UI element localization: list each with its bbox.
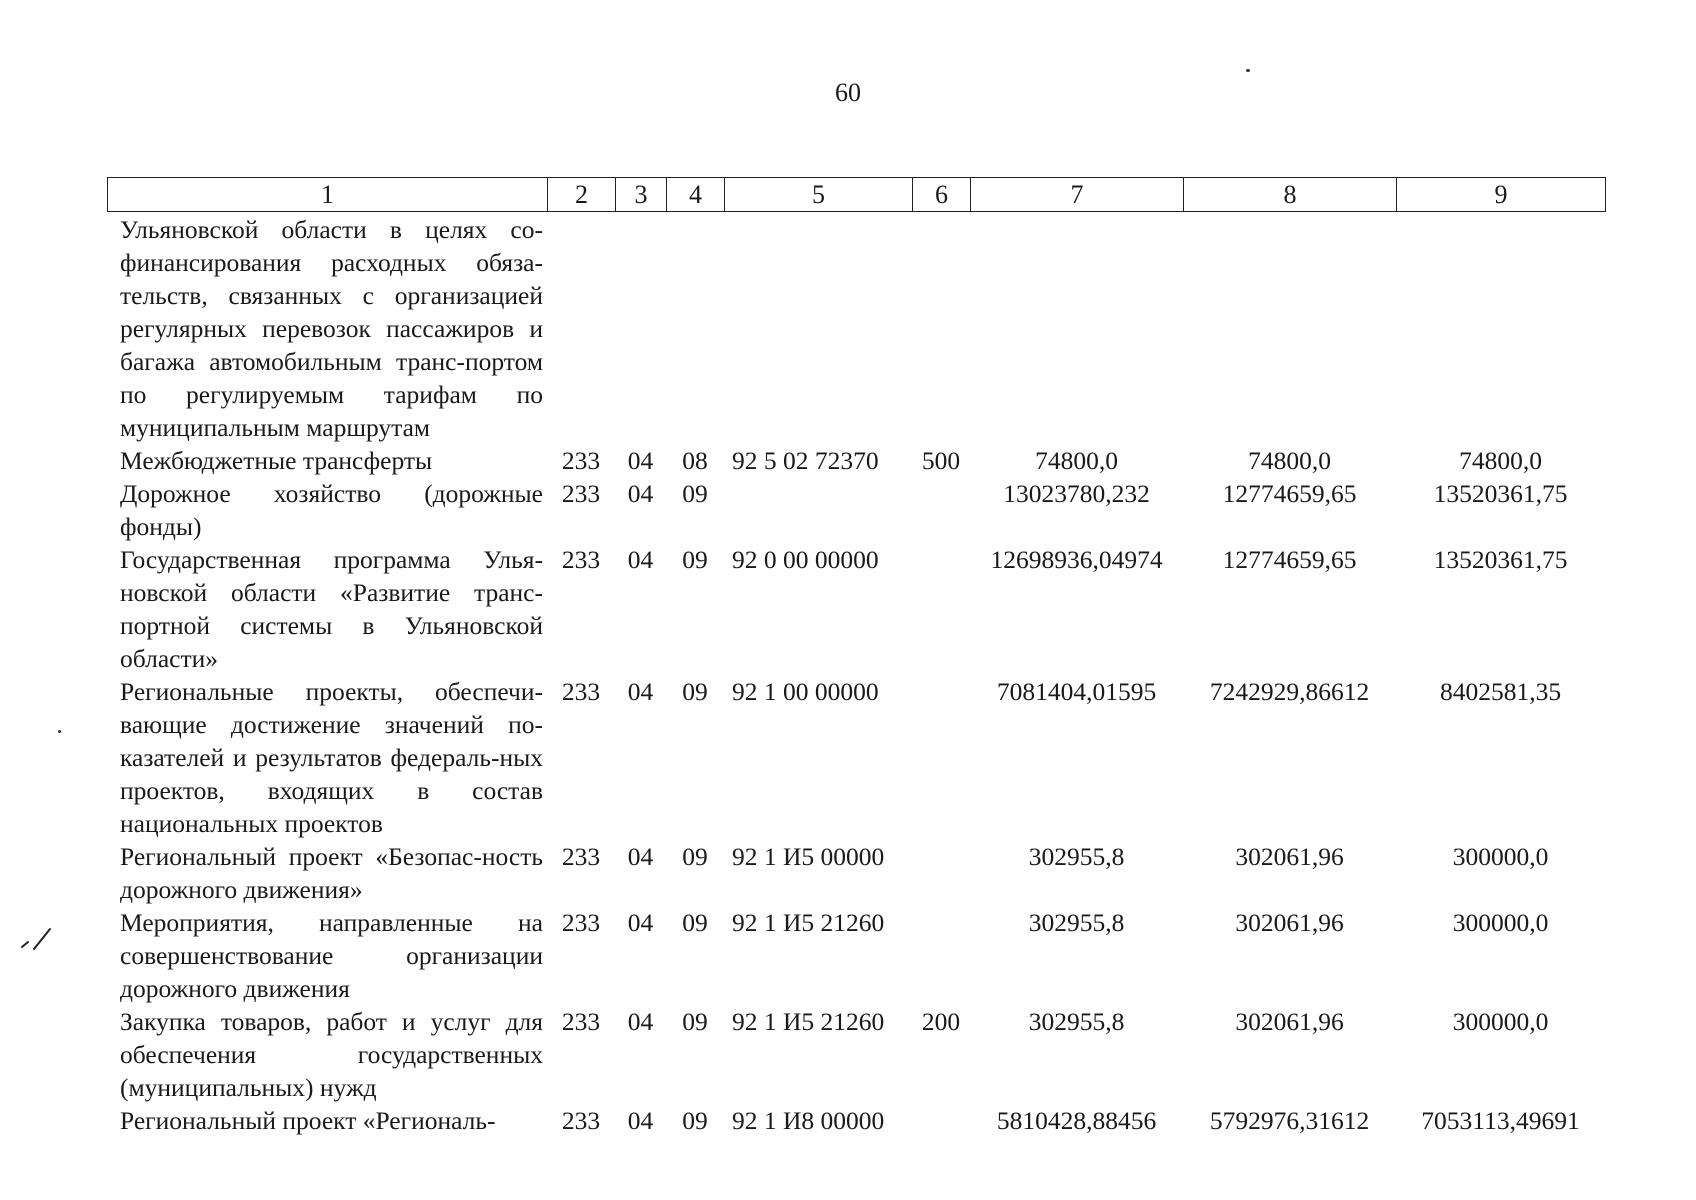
cell-col-8: [1183, 213, 1396, 444]
cell-col-6: 200: [921, 1007, 961, 1036]
cell-col-7: 13023780,232: [1003, 479, 1150, 508]
cell-col-7: 7081404,01595: [996, 677, 1157, 706]
cell-col-2: 233: [561, 842, 601, 871]
cell-col-5: [724, 477, 912, 543]
row-name: Региональные проекты, обеспечи-вающие достижение значений по-казателей и результатов федераль-ных проектов, входящих в состав национальных проектов: [120, 677, 543, 838]
cell-col-3: 04: [627, 446, 654, 475]
cell-col-9: 13520361,75: [1433, 545, 1568, 574]
column-number-header: [107, 177, 1606, 212]
cell-col-7: 302955,8: [1028, 842, 1125, 871]
cell-col-3: 04: [627, 677, 654, 706]
cell-col-5: 92 0 00 00000: [732, 545, 879, 574]
cell-col-8: 74800,0: [1248, 446, 1331, 475]
cell-col-5: 92 1 00 00000: [732, 677, 879, 706]
cell-col-3: 04: [627, 1106, 654, 1135]
cell-col-9: 74800,0: [1459, 446, 1542, 475]
cell-col-8: 12774659,65: [1222, 479, 1357, 508]
cell-col-5: 92 1 И8 00000: [732, 1106, 885, 1135]
cell-col-6: [912, 906, 970, 1005]
cell-col-6: 500: [921, 446, 961, 475]
cell-col-8: 5792976,31612: [1209, 1106, 1370, 1135]
cell-col-5: 92 1 И5 21260: [732, 1007, 885, 1036]
cell-col-9: 7053113,49691: [1421, 1106, 1580, 1135]
cell-col-4: 09: [682, 1106, 708, 1135]
row-name: Мероприятия, направленные на совершенствование организации дорожного движения: [120, 908, 543, 1003]
cell-col-5: 92 5 02 72370: [732, 446, 879, 475]
cell-col-3: 04: [627, 842, 654, 871]
header-col-3: 3: [616, 178, 667, 212]
cell-col-2: [547, 213, 615, 444]
cell-col-7: 12698936,04974: [990, 545, 1163, 574]
scan-speck: [1246, 69, 1250, 72]
cell-col-4: 09: [682, 908, 708, 937]
cell-col-3: [615, 213, 666, 444]
header-col-5: 5: [725, 178, 913, 212]
row-name: Региональный проект «Региональ-: [120, 1106, 496, 1135]
table-row: [107, 477, 1605, 543]
cell-col-4: 09: [682, 545, 708, 574]
table-row: [107, 675, 1605, 840]
table-row: [107, 1005, 1605, 1104]
cell-col-7: [970, 213, 1183, 444]
cell-col-3: 04: [627, 1007, 654, 1036]
cell-col-3: 04: [627, 479, 654, 508]
cell-col-4: 08: [682, 446, 708, 475]
table-row: [107, 543, 1605, 675]
cell-col-2: 233: [561, 908, 601, 937]
cell-col-9: 13520361,75: [1433, 479, 1568, 508]
header-col-1: 1: [108, 178, 548, 212]
cell-col-2: 233: [561, 677, 601, 706]
header-col-7: 7: [971, 178, 1184, 212]
cell-col-2: 233: [561, 1106, 601, 1135]
page-number: 60: [835, 78, 861, 107]
row-name: Государственная программа Улья-новской области «Развитие транс-портной системы в Ульяновской области»: [120, 545, 543, 673]
row-name: Дорожное хозяйство (дорожные фонды): [120, 479, 543, 541]
row-name: Региональный проект «Безопас-ность дорожного движения»: [120, 842, 543, 904]
cell-col-4: 09: [682, 1007, 708, 1036]
pen-mark: [20, 925, 56, 951]
header-row: [108, 178, 1606, 212]
scan-speck: [58, 730, 61, 733]
cell-col-9: [1396, 213, 1605, 444]
cell-col-7: 74800,0: [1035, 446, 1118, 475]
cell-col-5: 92 1 И5 00000: [732, 842, 885, 871]
cell-col-4: 09: [682, 479, 708, 508]
cell-col-7: 302955,8: [1028, 1007, 1125, 1036]
cell-col-6: [912, 675, 970, 840]
budget-table: [107, 213, 1605, 1137]
table-row: [107, 840, 1605, 906]
row-name: Межбюджетные трансферты: [120, 446, 433, 475]
header-col-8: 8: [1184, 178, 1397, 212]
cell-col-7: 5810428,88456: [996, 1106, 1157, 1135]
cell-col-6: [912, 840, 970, 906]
cell-col-5: 92 1 И5 21260: [732, 908, 885, 937]
table-row: [107, 1104, 1605, 1137]
cell-col-7: 302955,8: [1028, 908, 1125, 937]
row-name: Ульяновской области в целях со-финансирования расходных обяза-тельств, связанных с организацией регулярных перевозок пассажиров и багажа автомобильным транс-портом по регулируемым тарифам по муниципальным маршрутам: [120, 215, 543, 442]
cell-col-2: 233: [561, 1007, 601, 1036]
cell-col-5: [724, 213, 912, 444]
cell-col-9: 300000,0: [1452, 1007, 1549, 1036]
header-col-9: 9: [1397, 178, 1606, 212]
cell-col-6: [912, 1104, 970, 1137]
cell-col-6: [912, 543, 970, 675]
cell-col-8: 7242929,86612: [1209, 677, 1370, 706]
cell-col-3: 04: [627, 908, 654, 937]
header-col-4: 4: [667, 178, 725, 212]
cell-col-6: [912, 213, 970, 444]
cell-col-9: 300000,0: [1452, 908, 1549, 937]
header-col-6: 6: [913, 178, 971, 212]
cell-col-8: 12774659,65: [1222, 545, 1357, 574]
table-row: [107, 213, 1605, 444]
cell-col-6: [912, 477, 970, 543]
cell-col-2: 233: [561, 479, 601, 508]
cell-col-8: 302061,96: [1235, 1007, 1344, 1036]
cell-col-9: 8402581,35: [1439, 677, 1562, 706]
table-row: [107, 906, 1605, 1005]
cell-col-2: 233: [561, 545, 601, 574]
cell-col-9: 300000,0: [1452, 842, 1549, 871]
cell-col-3: 04: [627, 545, 654, 574]
header-col-2: 2: [548, 178, 616, 212]
cell-col-2: 233: [561, 446, 601, 475]
cell-col-8: 302061,96: [1235, 842, 1344, 871]
table-row: [107, 444, 1605, 477]
cell-col-4: [666, 213, 724, 444]
cell-col-8: 302061,96: [1235, 908, 1344, 937]
cell-col-4: 09: [682, 842, 708, 871]
row-name: Закупка товаров, работ и услуг для обеспечения государственных (муниципальных) нужд: [120, 1007, 543, 1102]
cell-col-4: 09: [682, 677, 708, 706]
